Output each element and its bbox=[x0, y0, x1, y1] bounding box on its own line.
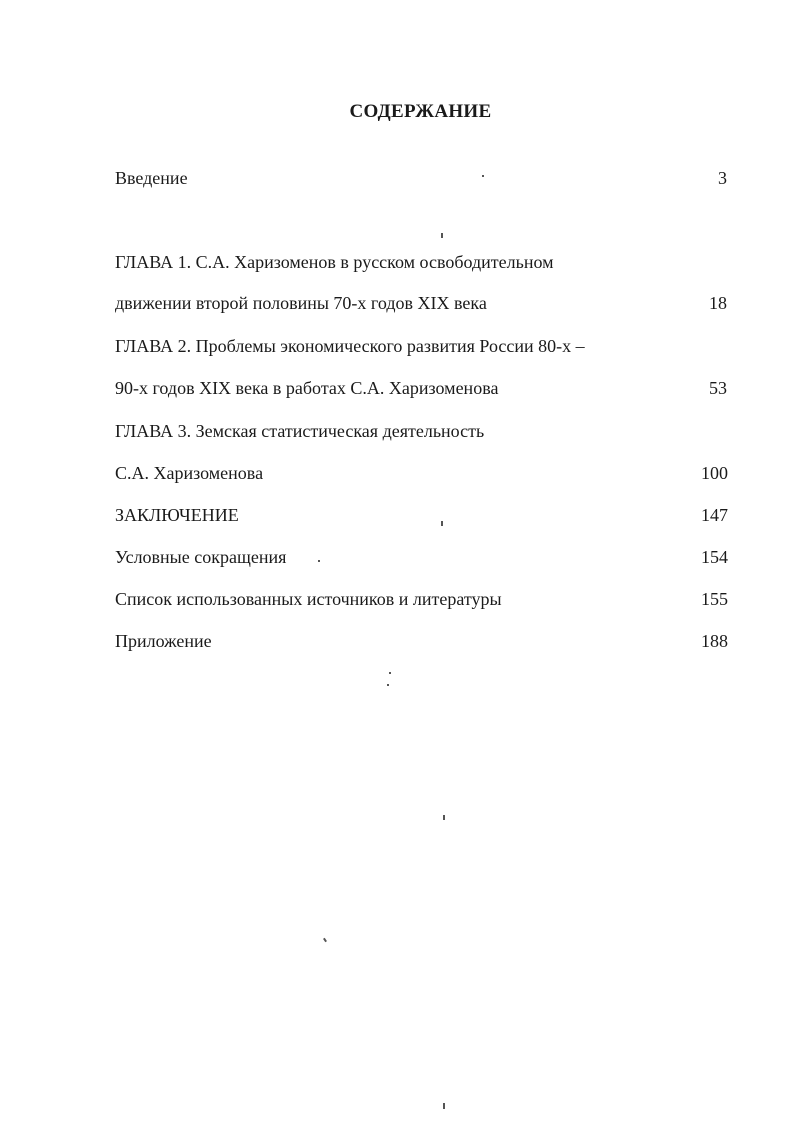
scan-speck bbox=[441, 521, 443, 526]
toc-page-chapter-2: 53 bbox=[709, 378, 727, 398]
toc-page-chapter-1: 18 bbox=[709, 293, 727, 313]
toc-entry-bibliography: Список использованных источников и литературы bbox=[115, 589, 502, 609]
toc-entry-chapter-2-line-1: ГЛАВА 2. Проблемы экономического развития России 80-х – bbox=[115, 336, 585, 356]
toc-title: СОДЕРЖАНИЕ bbox=[349, 101, 492, 122]
toc-page-conclusion: 147 bbox=[701, 505, 728, 525]
toc-entry-chapter-3-line-2: С.А. Харизоменова bbox=[115, 463, 264, 483]
toc-entry-appendix: Приложение bbox=[115, 631, 212, 651]
toc-entry-chapter-1-line-1: ГЛАВА 1. С.А. Харизоменов в русском освободительном bbox=[115, 252, 554, 272]
toc-page-appendix: 188 bbox=[701, 631, 728, 651]
scan-speck bbox=[323, 938, 327, 942]
toc-entry-chapter-2-line-2: 90-х годов XIX века в работах С.А. Харизоменова bbox=[115, 378, 499, 398]
toc-entry-conclusion: ЗАКЛЮЧЕНИЕ bbox=[115, 505, 239, 525]
scan-speck bbox=[443, 815, 445, 820]
scan-speck bbox=[318, 560, 320, 562]
toc-entry-introduction: Введение bbox=[115, 168, 188, 188]
toc-entry-abbreviations: Условные сокращения bbox=[115, 547, 287, 567]
scan-speck bbox=[443, 1103, 445, 1109]
toc-page-chapter-3: 100 bbox=[701, 463, 728, 483]
scan-speck bbox=[389, 672, 391, 674]
toc-page-introduction: 3 bbox=[718, 168, 727, 188]
toc-entry-chapter-1-line-2: движении второй половины 70-х годов XIX века bbox=[115, 293, 487, 313]
scan-speck bbox=[441, 233, 443, 238]
toc-page-abbreviations: 154 bbox=[701, 547, 728, 567]
toc-entry-chapter-3-line-1: ГЛАВА 3. Земская статистическая деятельность bbox=[115, 421, 485, 441]
scan-speck bbox=[387, 684, 389, 686]
toc-page-bibliography: 155 bbox=[701, 589, 728, 609]
scan-speck bbox=[482, 175, 484, 177]
